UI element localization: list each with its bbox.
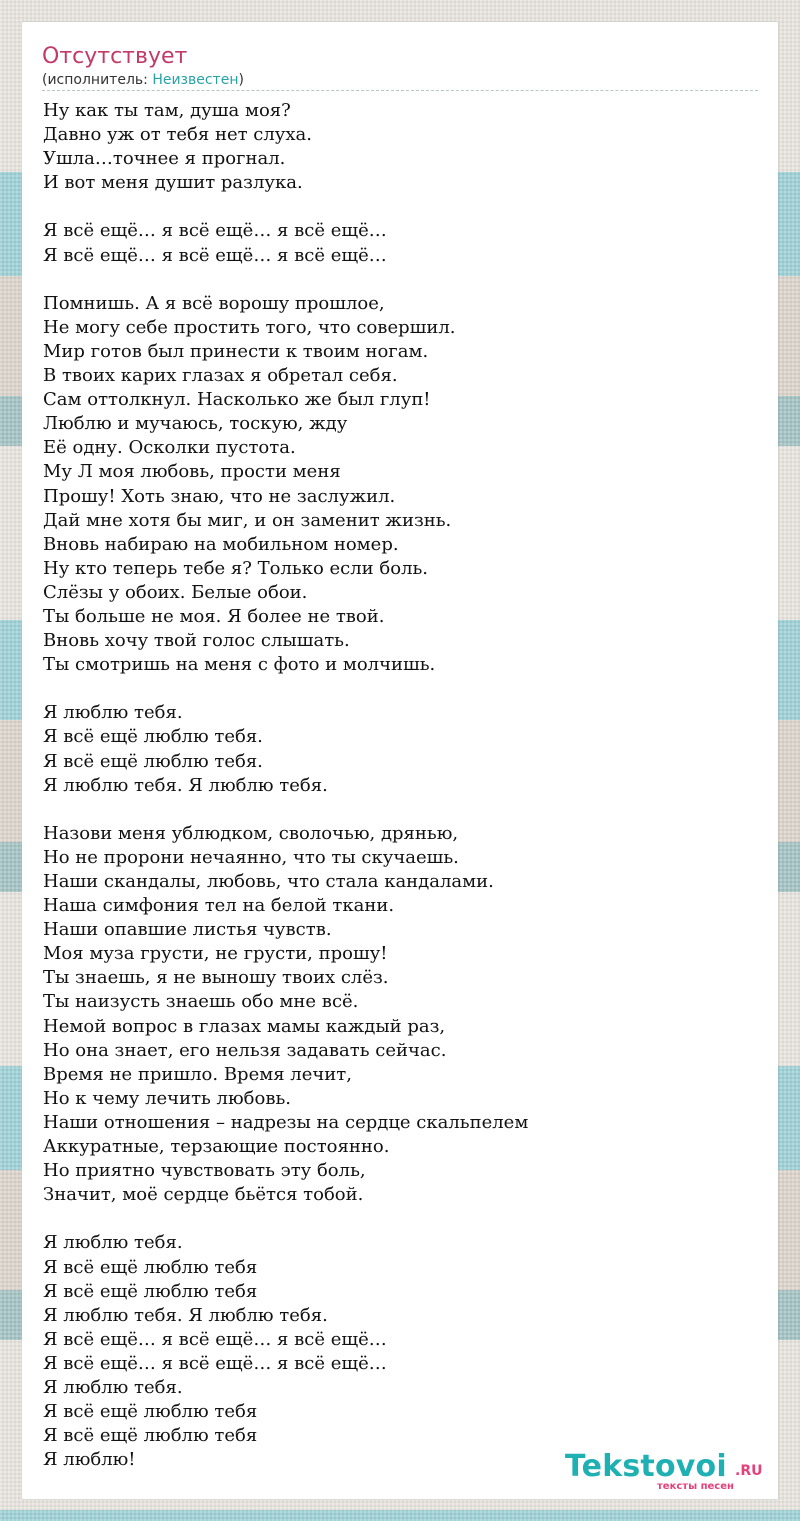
song-title: Отсутствует [42,44,188,69]
lyric-line: Назови меня ублюдком, сволочью, дрянью, [43,822,459,844]
lyrics-text [43,99,759,1472]
lyric-blank-line [43,798,759,822]
lyric-line: Немой вопрос в глазах мамы каждый раз, [43,1015,446,1037]
lyric-line: В твоих карих глазах я обретал себя. [43,365,398,387]
lyric-blank-line [43,195,759,219]
lyric-line: Но к чему лечить любовь. [43,1087,291,1109]
lyric-line: Я всё ещё люблю тебя. [43,726,263,748]
lyric-line: Ушла…точнее я прогнал. [43,148,286,170]
lyric-line: Ты наизусть знаешь обо мне всё. [43,991,359,1013]
artist-link[interactable]: Неизвестен [152,72,239,88]
lyric-line: Наша симфония тел на белой ткани. [43,895,395,917]
logo-wordmark: Tekstovoi [565,1449,727,1484]
lyric-line: Я люблю тебя. [43,1376,183,1398]
lyric-line: Аккуратные, терзающие постоянно. [43,1136,390,1158]
lyric-line: Её одну. Осколки пустота. [43,437,296,459]
lyric-line: Я всё ещё… я всё ещё… я всё ещё… [43,220,387,242]
lyric-line: И вот меня душит разлука. [43,172,303,194]
lyric-line: Я всё ещё люблю тебя [43,1280,258,1302]
lyric-line: Наши отношения – надрезы на сердце скальпелем [43,1111,529,1133]
lyric-line: Я всё ещё… я всё ещё… я всё ещё… [43,1328,387,1350]
artist-line [42,72,758,89]
lyric-line: Прошу! Хоть знаю, что не заслужил. [43,485,396,507]
lyric-line: Значит, моё сердце бьётся тобой. [43,1184,364,1206]
song-header [42,42,758,91]
lyric-line: Моя муза грусти, не грусти, прошу! [43,943,388,965]
lyric-line: Время не пришло. Время лечит, [43,1063,352,1085]
lyric-line: Но приятно чувствовать эту боль, [43,1160,366,1182]
lyric-line: Наши опавшие листья чувств. [43,919,332,941]
lyric-line: Я всё ещё люблю тебя [43,1401,258,1423]
artist-prefix: (исполнитель: [42,72,153,88]
lyric-line: Но не пророни нечаянно, что ты скучаешь. [43,846,459,868]
lyric-line: Не могу себе простить того, что совершил. [43,316,456,338]
lyric-line: Но она знает, его нельзя задавать сейчас. [43,1039,447,1061]
lyric-line: Му Л моя любовь, прости меня [43,461,341,483]
lyrics-card [22,22,778,1499]
artist-suffix: ) [238,72,244,88]
lyric-line: Ну кто теперь тебе я? Только если боль. [43,557,429,579]
lyric-line: Ты больше не моя. Я более не твой. [43,605,385,627]
lyric-line: Я люблю тебя. [43,1232,183,1254]
lyric-line: Сам оттолкнул. Насколько же был глуп! [43,389,431,411]
logo-tagline: тексты песен [657,1481,734,1492]
lyric-line: Наши скандалы, любовь, что стала кандалами. [43,871,494,892]
lyric-line: Помнишь. А я всё ворошу прошлое, [43,292,385,314]
logo-domain: .RU [735,1463,763,1479]
lyric-line: Дай мне хотя бы миг, и он заменит жизнь. [43,509,452,531]
lyric-line: Ты знаешь, я не выношу твоих слёз. [43,967,389,989]
lyric-line: Ты смотришь на меня с фото и молчишь. [43,654,436,676]
site-logo[interactable] [565,1451,770,1493]
lyric-line: Слёзы у обоих. Белые обои. [43,581,308,603]
lyric-blank-line [43,1207,759,1231]
lyric-line: Я люблю! [43,1449,136,1471]
lyric-line: Ну как ты там, душа моя? [43,100,291,121]
lyric-line: Я всё ещё люблю тебя [43,1425,258,1447]
lyric-line: Вновь набираю на мобильном номер. [43,533,399,555]
lyric-line: Я люблю тебя. [43,702,183,724]
lyric-blank-line [43,677,759,701]
lyric-line: Я люблю тебя. Я люблю тебя. [43,774,328,796]
lyric-line: Я всё ещё… я всё ещё… я всё ещё… [43,244,387,266]
lyric-line: Я всё ещё люблю тебя [43,1256,258,1278]
lyric-line: Я всё ещё… я всё ещё… я всё ещё… [43,1352,387,1374]
lyric-line: Я всё ещё люблю тебя. [43,750,263,772]
lyric-line: Мир готов был принести к твоим ногам. [43,340,429,362]
lyric-line: Давно уж от тебя нет слуха. [43,124,313,146]
lyric-line: Люблю и мучаюсь, тоскую, жду [43,413,348,435]
lyric-line: Вновь хочу твой голос слышать. [43,630,350,652]
lyric-blank-line [43,268,759,292]
lyric-line: Я люблю тебя. Я люблю тебя. [43,1304,328,1326]
